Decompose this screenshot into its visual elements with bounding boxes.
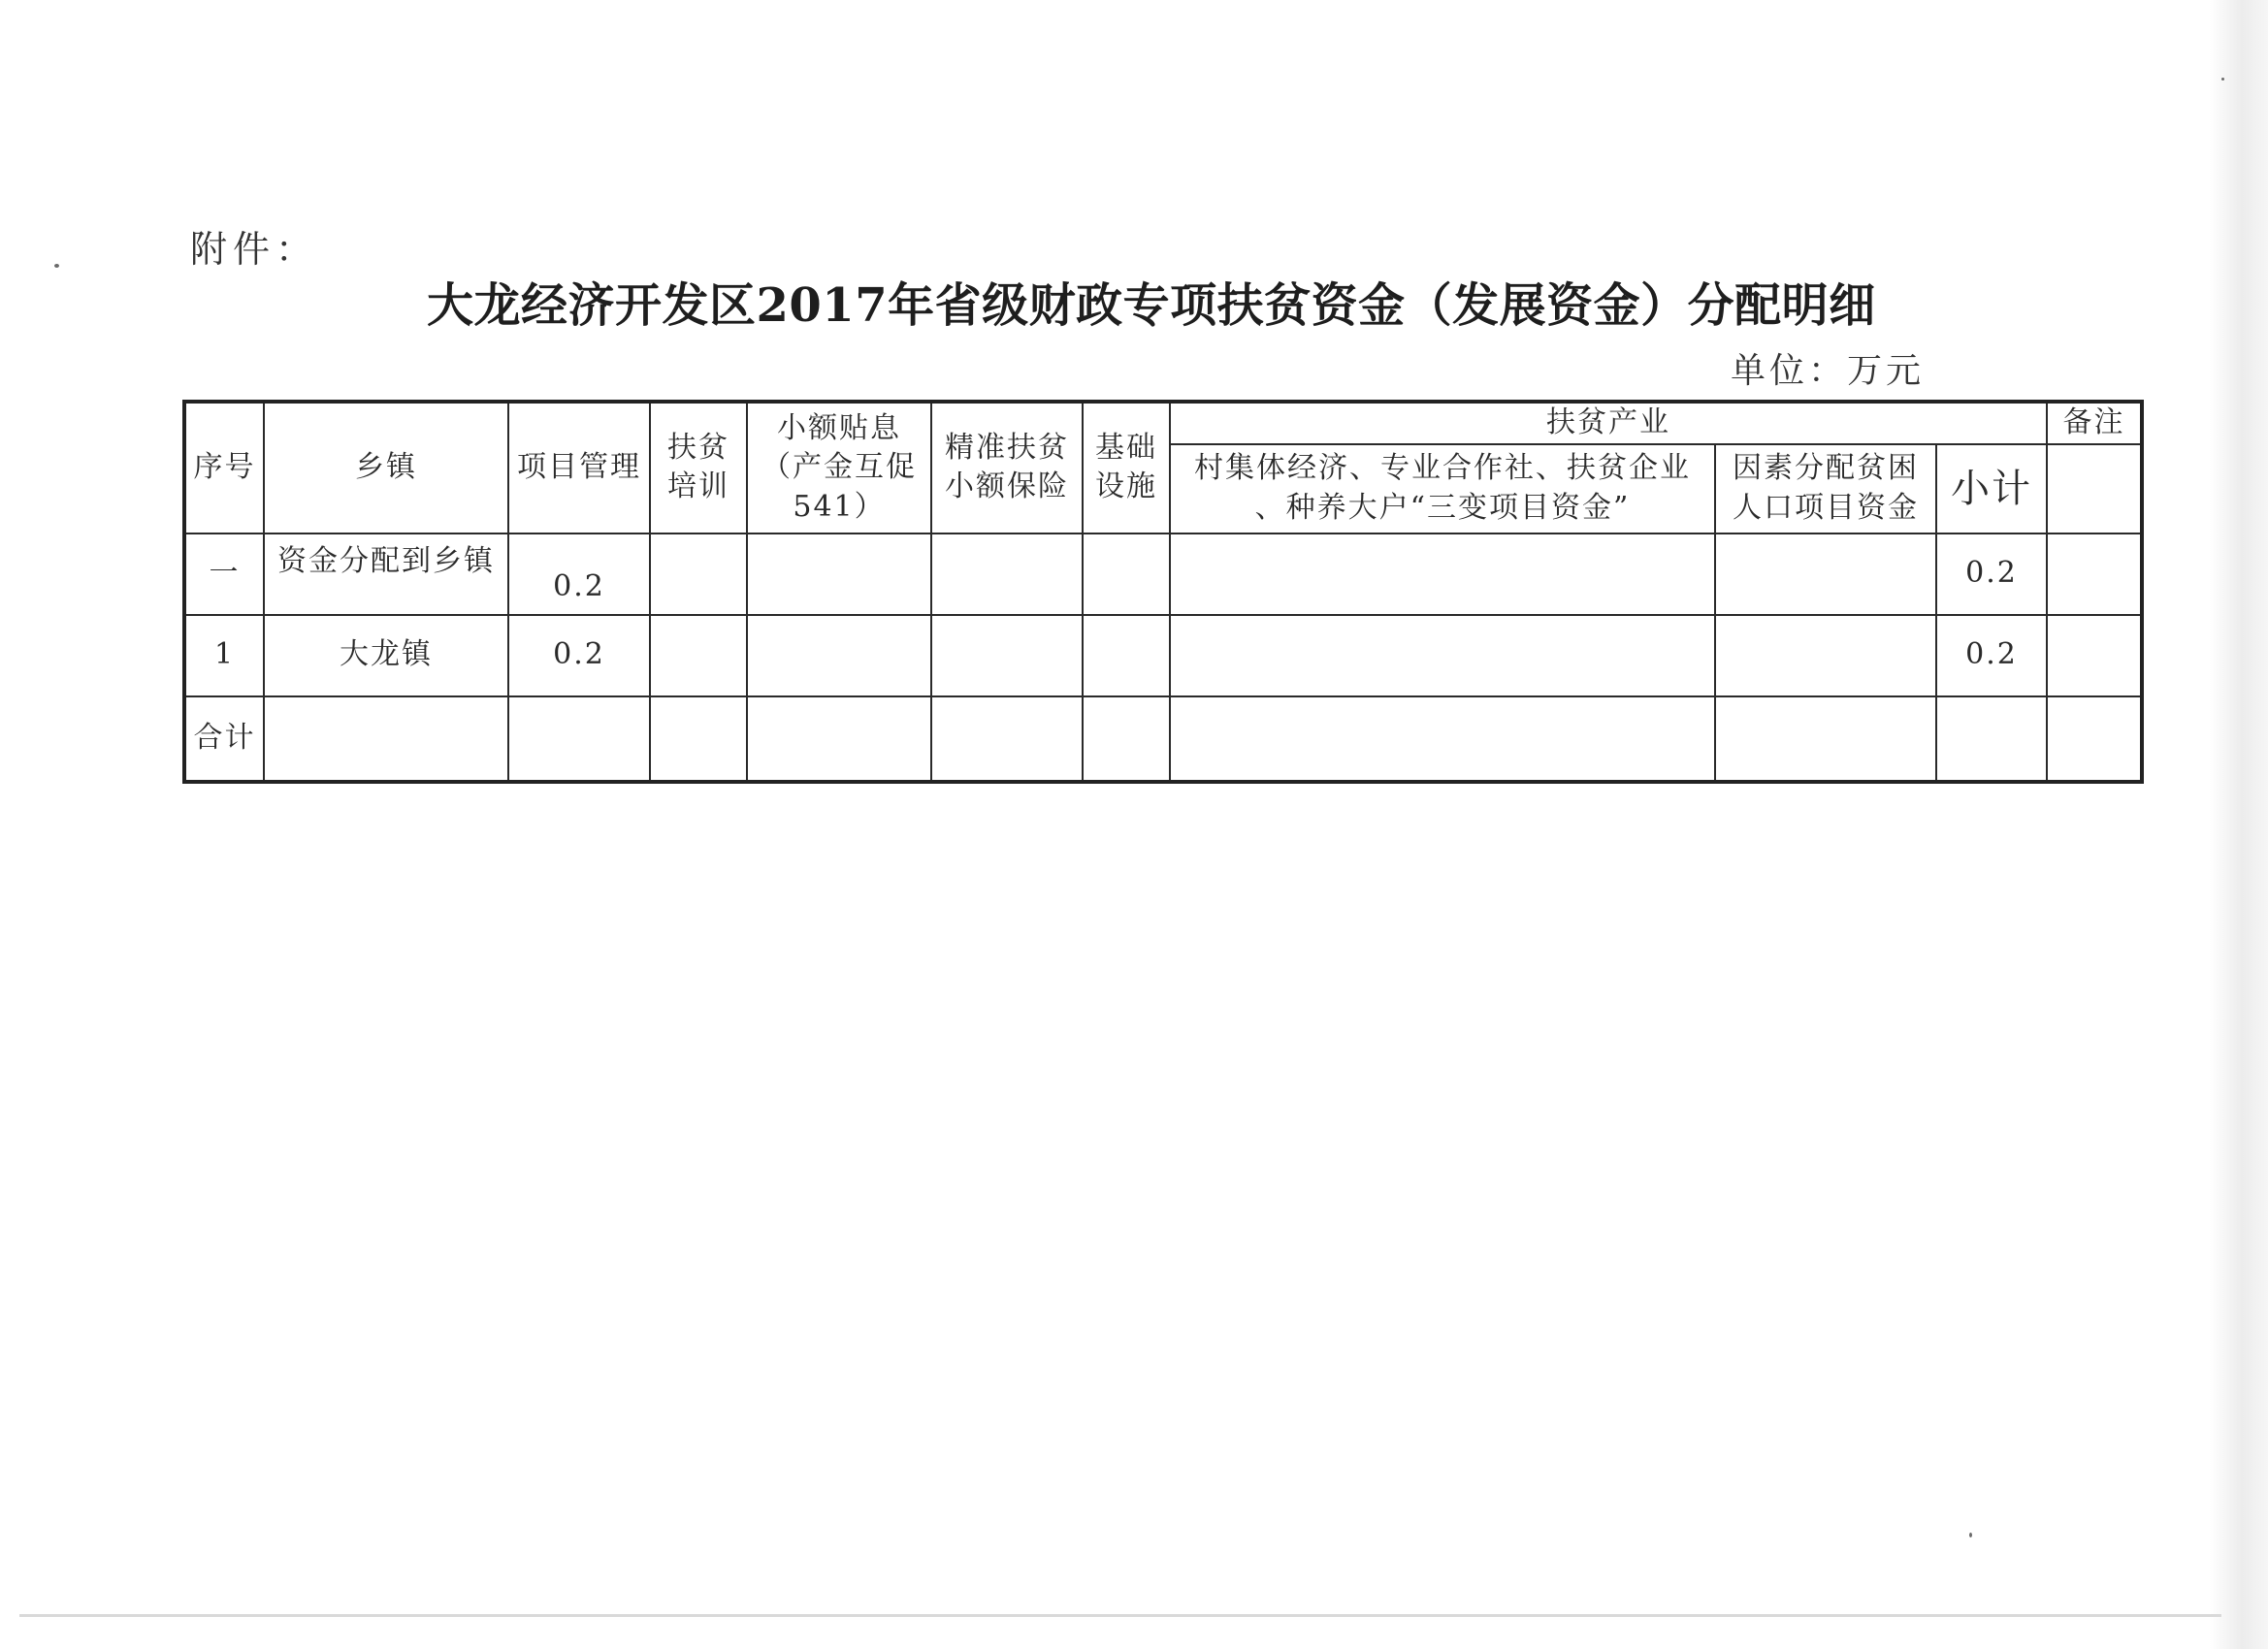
scan-edge-shadow [2210,0,2268,1649]
header-collective-line2: 、种养大户“三变项目资金” [1254,490,1631,525]
cell-collective-economy [1170,696,1715,782]
cell-project-management [508,696,650,782]
cell-seq: 合计 [184,696,264,782]
cell-micro-loan [747,615,931,696]
cell-town: 大龙镇 [264,615,508,696]
header-infrastructure [1083,402,1170,534]
document-title: 大龙经济开发区2017年省级财政专项扶贫资金（发展资金）分配明细 [427,278,1876,333]
table-row [184,534,2142,615]
cell-poverty-training [650,696,747,782]
cell-town: 资金分配到乡镇 [264,534,508,615]
table-row [184,615,2142,696]
cell-poverty-training [650,534,747,615]
cell-project-management: 0.2 [508,534,650,615]
cell-subtotal: 0.2 [1936,534,2047,615]
header-project-management: 项目管理 [508,402,650,534]
header-precision-line1: 精准扶贫 [945,430,1069,465]
header-micro-loan-line1: 小额贴息 [777,410,901,445]
header-precision-insurance [931,402,1083,534]
scan-speck [54,264,59,268]
scan-speck [2221,78,2224,81]
header-remarks: 备注 [2047,402,2142,444]
header-poverty-industry: 扶贫产业 [1170,402,2047,444]
cell-subtotal: 0.2 [1936,615,2047,696]
cell-precision-insurance [931,696,1083,782]
header-factor-line1: 因素分配贫困 [1733,451,1919,485]
header-micro-loan-line2: （产金互促 [761,450,917,484]
cell-factor-allocation [1715,696,1936,782]
header-seq: 序号 [184,402,264,534]
cell-infrastructure [1083,696,1170,782]
header-poverty-training [650,402,747,534]
header-row-top [184,402,2142,444]
header-collective-economy [1170,444,1715,534]
header-poverty-training-line1: 扶贫 [667,430,729,465]
allocation-table [182,400,2144,784]
scan-speck [1969,1533,1972,1537]
header-poverty-training-line2: 培训 [667,469,729,504]
header-micro-loan-interest [747,402,931,534]
cell-remarks [2047,696,2142,782]
header-collective-line1: 村集体经济、专业合作社、扶贫企业 [1194,451,1691,485]
cell-micro-loan [747,696,931,782]
cell-seq: 1 [184,615,264,696]
cell-precision-insurance [931,615,1083,696]
header-town: 乡镇 [264,402,508,534]
cell-factor-allocation [1715,615,1936,696]
header-precision-line2: 小额保险 [945,469,1069,504]
header-subtotal: 小计 [1936,444,2047,534]
cell-collective-economy [1170,615,1715,696]
cell-remarks [2047,534,2142,615]
cell-project-management: 0.2 [508,615,650,696]
cell-factor-allocation [1715,534,1936,615]
header-infra-line2: 设施 [1095,469,1157,504]
header-micro-loan-line3: 541） [793,489,886,524]
cell-collective-economy [1170,534,1715,615]
attachment-label: 附件： [190,228,319,271]
cell-subtotal [1936,696,2047,782]
header-remarks-blank [2047,444,2142,534]
cell-remarks [2047,615,2142,696]
cell-poverty-training [650,615,747,696]
cell-micro-loan [747,534,931,615]
table-row-total [184,696,2142,782]
unit-label: 单位：万元 [1731,351,1926,391]
scan-bottom-line [19,1614,2221,1617]
header-infra-line1: 基础 [1095,430,1157,465]
cell-infrastructure [1083,615,1170,696]
header-factor-allocation [1715,444,1936,534]
cell-infrastructure [1083,534,1170,615]
cell-precision-insurance [931,534,1083,615]
header-factor-line2: 人口项目资金 [1733,490,1919,525]
cell-town [264,696,508,782]
cell-seq: 一 [184,534,264,615]
